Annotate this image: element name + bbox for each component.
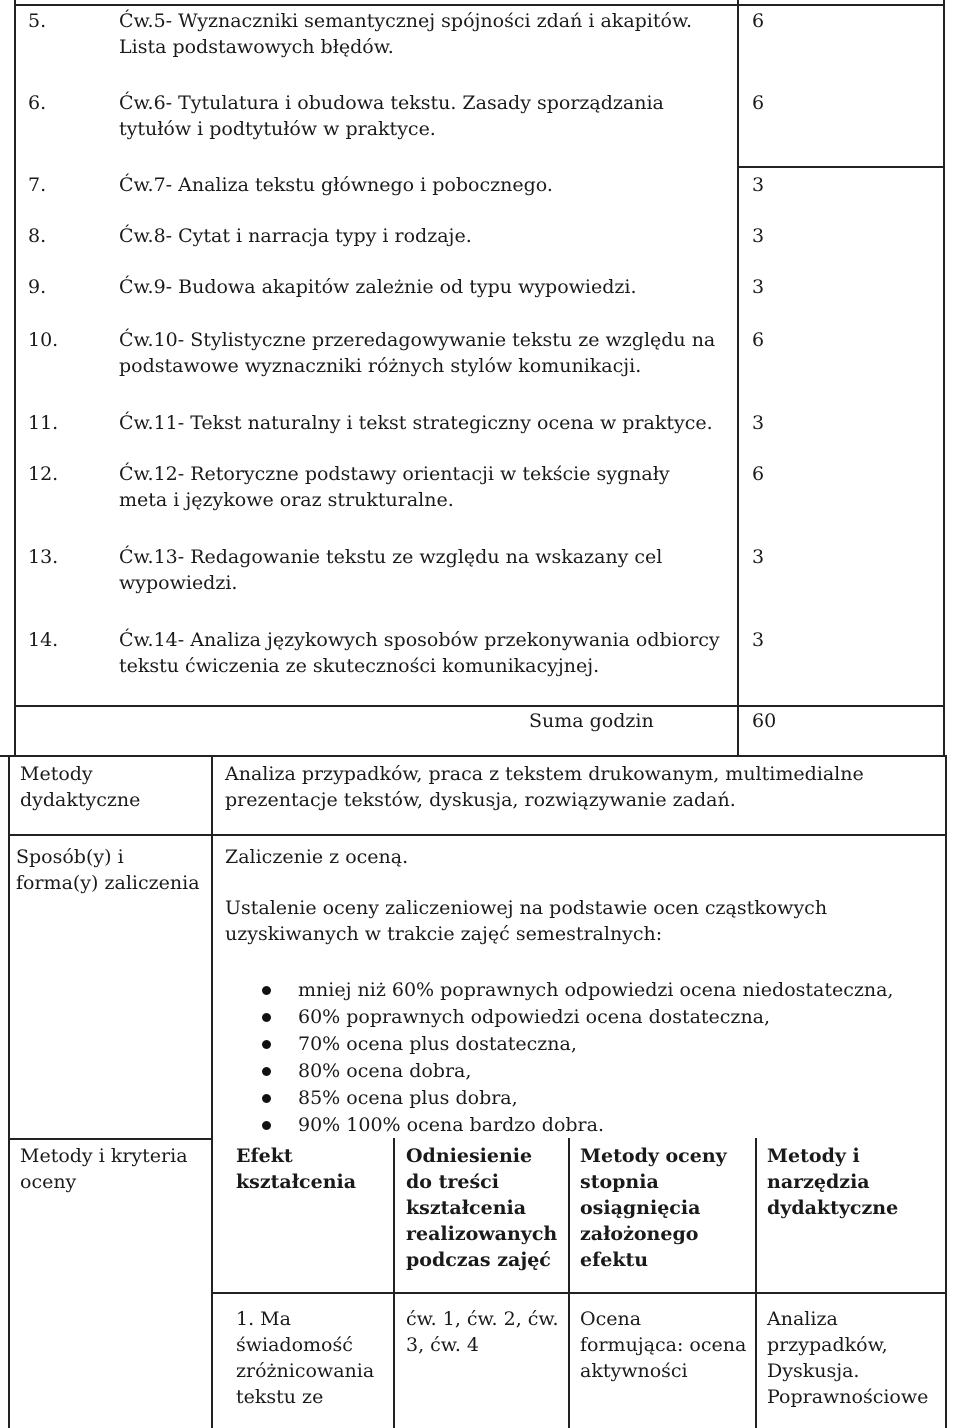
row-number: 13.: [28, 546, 59, 568]
list-item: mniej niż 60% poprawnych odpowiedzi ocena niedostateczna,: [262, 977, 893, 1004]
content-right-border: [945, 756, 947, 1428]
row-number: 10.: [28, 329, 59, 351]
list-item: 70% ocena plus dostateczna,: [262, 1031, 893, 1058]
list-item: 60% poprawnych odpowiedzi ocena dostateczna,: [262, 1004, 893, 1031]
row-topic: Ćw.6- Tytulatura i obudowa tekstu. Zasady sporządzania tytułów i podtytułów w praktyce.: [119, 92, 664, 140]
bullet-icon: [262, 1040, 271, 1049]
row-topic: Ćw.13- Redagowanie tekstu ze względu na wskazany cel wypowiedzi.: [119, 546, 663, 594]
table-right-border: [943, 0, 945, 756]
eval-header-tools: Metody i narzędzia dydaktyczne: [767, 1145, 899, 1219]
methods-text: Analiza przypadków, praca z tekstem drukowanym, multimedialne prezentacje tekstów, dyskusja, rozwiązywanie zadań.: [225, 763, 864, 811]
row-number: 5.: [28, 10, 47, 32]
assessment-rule: Ustalenie oceny zaliczeniowej na podstawie ocen cząstkowych uzyskiwanych w trakcie zajęć semestralnych:: [225, 897, 828, 945]
sum-top-border: [14, 705, 945, 707]
row-topic: Ćw.8- Cytat i narracja typy i rodzaje.: [119, 225, 472, 247]
row-number: 7.: [28, 174, 47, 196]
bullet-icon: [262, 1094, 271, 1103]
eval-header-content: Odniesienie do treści kształcenia realizowanych podczas zajęć: [406, 1145, 558, 1271]
eval-header-effect: Efekt kształcenia: [236, 1145, 357, 1193]
list-item: 85% ocena plus dobra,: [262, 1085, 893, 1112]
bullet-icon: [262, 1013, 271, 1022]
eval-cell-tools: Analiza przypadków, Dyskusja. Poprawnościowe: [767, 1308, 929, 1408]
methods-bottom-border: [8, 834, 947, 836]
row-number: 6.: [28, 92, 47, 114]
row-number: 8.: [28, 225, 47, 247]
eval-cell-methods: Ocena formująca: ocena aktywności: [580, 1308, 747, 1382]
eval-col-divider: [568, 1138, 570, 1428]
evaluation-label: Metody i kryteria oceny: [20, 1145, 188, 1193]
label-column-right-border: [211, 756, 213, 1428]
eval-col-divider: [393, 1138, 395, 1428]
row-topic: Ćw.9- Budowa akapitów zależnie od typu wypowiedzi.: [119, 276, 637, 298]
row-number: 11.: [28, 412, 59, 434]
methods-label: Metody dydaktyczne: [20, 763, 141, 811]
label-column-left-border: [8, 756, 10, 1428]
row-topic: Ćw.14- Analiza językowych sposobów przekonywania odbiorcy tekstu ćwiczenia ze skuteczności komunikacyjnej.: [119, 629, 720, 677]
row-hours: 6: [752, 463, 765, 485]
row-topic: Ćw.12- Retoryczne podstawy orientacji w tekście sygnały meta i językowe oraz strukturalne.: [119, 463, 670, 511]
row-divider: [737, 166, 945, 168]
row-number: 14.: [28, 629, 59, 651]
table-left-border: [14, 0, 16, 756]
row-hours: 3: [752, 629, 765, 651]
row-hours: 3: [752, 276, 765, 298]
assessment-summary: Zaliczenie z oceną.: [225, 846, 409, 868]
top-border: [14, 4, 945, 6]
grading-criteria-list: [262, 977, 893, 1139]
row-hours: 3: [752, 546, 765, 568]
assessment-label: Sposób(y) i forma(y) zaliczenia: [16, 846, 200, 894]
eval-header-bottom-border: [211, 1292, 947, 1294]
sum-value: 60: [752, 710, 777, 732]
eval-cell-effect: 1. Ma świadomość zróżnicowania tekstu ze: [236, 1308, 375, 1408]
row-hours: 6: [752, 329, 765, 351]
row-topic: Ćw.11- Tekst naturalny i tekst strategiczny ocena w praktyce.: [119, 412, 713, 434]
row-number: 12.: [28, 463, 59, 485]
sum-bottom-border: [0, 755, 947, 757]
row-topic: Ćw.7- Analiza tekstu głównego i pobocznego.: [119, 174, 553, 196]
eval-cell-content: ćw. 1, ćw. 2, ćw. 3, ćw. 4: [406, 1308, 559, 1356]
sum-label: Suma godzin: [529, 710, 654, 732]
bullet-icon: [262, 1121, 271, 1130]
bullet-icon: [262, 986, 271, 995]
row-topic: Ćw.10- Stylistyczne przeredagowywanie tekstu ze względu na podstawowe wyznaczniki różnych stylów komunikacji.: [119, 329, 716, 377]
assessment-bottom-border: [8, 1138, 213, 1140]
row-hours: 6: [752, 10, 765, 32]
list-item: 80% ocena dobra,: [262, 1058, 893, 1085]
eval-col-divider: [755, 1138, 757, 1428]
bullet-icon: [262, 1067, 271, 1076]
row-hours: 3: [752, 412, 765, 434]
row-number: 9.: [28, 276, 47, 298]
hours-column-border: [737, 0, 739, 756]
row-hours: 6: [752, 92, 765, 114]
row-hours: 3: [752, 225, 765, 247]
row-hours: 3: [752, 174, 765, 196]
eval-header-methods: Metody oceny stopnia osiągnięcia założonego efektu: [580, 1145, 727, 1271]
row-topic: Ćw.5- Wyznaczniki semantycznej spójności zdań i akapitów. Lista podstawowych błędów.: [119, 10, 693, 58]
list-item: 90% 100% ocena bardzo dobra.: [262, 1112, 893, 1139]
